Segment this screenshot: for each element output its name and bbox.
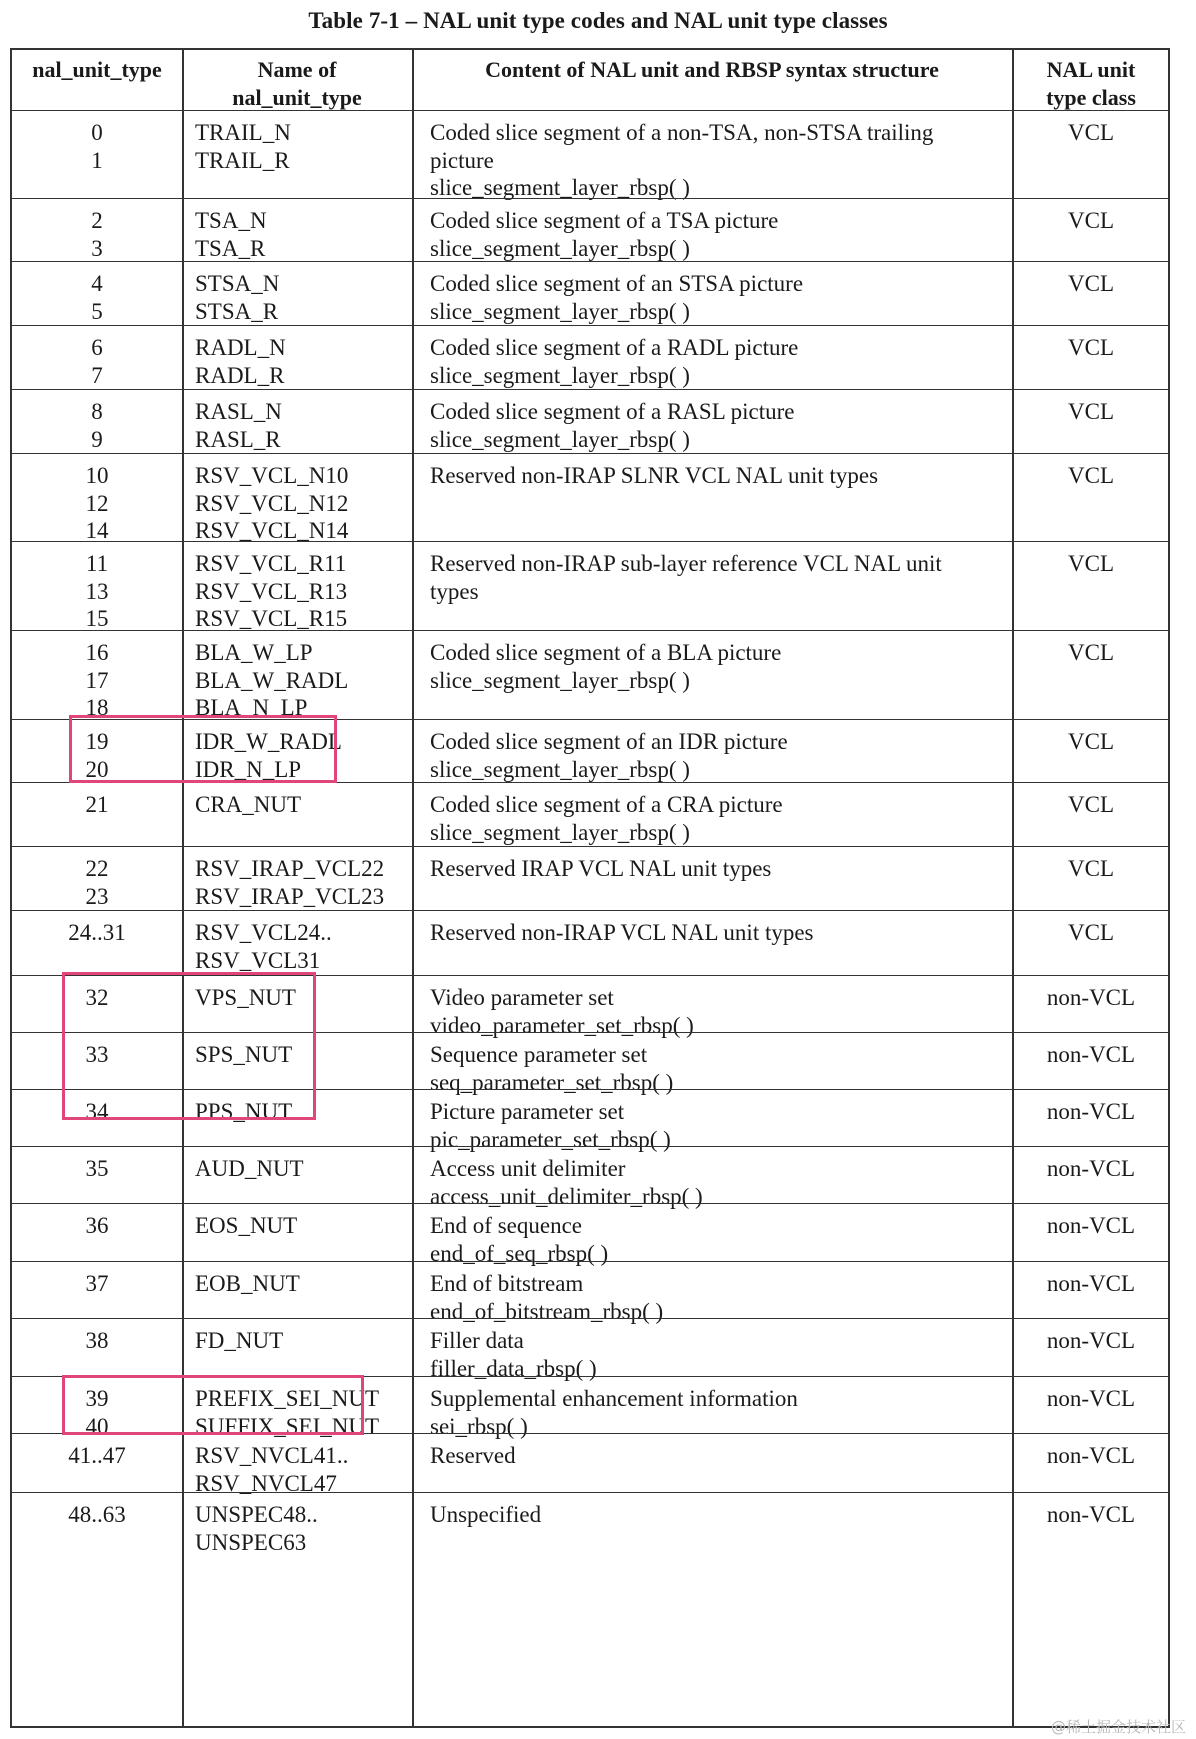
cell-class: VCL — [1068, 335, 1114, 360]
cell-class: VCL — [1068, 551, 1114, 576]
cell-content: Reserved non-IRAP VCL NAL unit types — [430, 920, 814, 945]
cell-code: 35 — [85, 1156, 109, 1181]
cell-code: 11 13 15 — [85, 551, 109, 631]
table-row — [12, 1261, 1168, 1324]
nal-unit-type-table — [10, 48, 1170, 1728]
cell-content: Filler data filler_data_rbsp( ) — [430, 1328, 597, 1381]
cell-content: Coded slice segment of an STSA picture slice_segment_layer_rbsp( ) — [430, 271, 804, 324]
cell-class: non-VCL — [1046, 1271, 1136, 1296]
cell-content: Reserved non-IRAP sub-layer reference VCL NAL unit types — [430, 551, 942, 604]
table-row — [12, 910, 1168, 976]
table-row — [12, 1433, 1168, 1496]
cell-content: Video parameter set video_parameter_set_rbsp( ) — [430, 985, 694, 1038]
cell-content: Supplemental enhancement information sei_rbsp( ) — [430, 1386, 798, 1439]
cell-content: Unspecified — [430, 1502, 542, 1527]
cell-content: Reserved — [430, 1443, 516, 1468]
table-row — [12, 1492, 1168, 1731]
cell-name: VPS_NUT — [195, 985, 296, 1010]
table-row — [12, 110, 1168, 199]
cell-code: 0 1 — [91, 120, 103, 173]
cell-name: RSV_VCL_N10 RSV_VCL_N12 RSV_VCL_N14 — [195, 463, 349, 543]
header-name: Name of nal_unit_type — [232, 57, 362, 110]
cell-class: non-VCL — [1046, 1156, 1136, 1181]
cell-name: TRAIL_N TRAIL_R — [195, 120, 291, 173]
cell-content: Coded slice segment of a RASL picture slice_segment_layer_rbsp( ) — [430, 399, 795, 452]
cell-code: 19 20 — [85, 729, 109, 782]
cell-code: 2 3 — [91, 208, 103, 261]
cell-code: 37 — [85, 1271, 109, 1296]
cell-name: RSV_VCL24.. RSV_VCL31 — [195, 920, 332, 973]
cell-class: VCL — [1068, 208, 1114, 233]
cell-code: 6 7 — [91, 335, 103, 388]
cell-class: VCL — [1068, 271, 1114, 296]
cell-name: EOS_NUT — [195, 1213, 298, 1238]
cell-code: 48..63 — [68, 1502, 126, 1527]
cell-code: 39 40 — [85, 1386, 109, 1439]
table-row — [12, 389, 1168, 454]
cell-name: PREFIX_SEI_NUT SUFFIX_SEI_NUT — [195, 1386, 380, 1439]
cell-code: 33 — [85, 1042, 109, 1067]
cell-name: RASL_N RASL_R — [195, 399, 282, 452]
watermark: @稀土掘金技术社区 — [1050, 1718, 1186, 1736]
table-row — [12, 975, 1168, 1038]
table-header-row — [12, 50, 1168, 110]
cell-class: non-VCL — [1046, 1213, 1136, 1238]
cell-code: 8 9 — [91, 399, 103, 452]
cell-class: VCL — [1068, 463, 1114, 488]
cell-content: Coded slice segment of a RADL picture slice_segment_layer_rbsp( ) — [430, 335, 799, 388]
cell-name: FD_NUT — [195, 1328, 284, 1353]
cell-class: VCL — [1068, 792, 1114, 817]
table-row — [12, 541, 1168, 631]
cell-class: non-VCL — [1046, 1099, 1136, 1124]
table-row — [12, 1318, 1168, 1381]
cell-content: Coded slice segment of an IDR picture slice_segment_layer_rbsp( ) — [430, 729, 788, 782]
table-row — [12, 1376, 1168, 1439]
cell-class: non-VCL — [1046, 1042, 1136, 1067]
cell-name: RSV_IRAP_VCL22 RSV_IRAP_VCL23 — [195, 856, 385, 909]
cell-code: 24..31 — [68, 920, 126, 945]
cell-code: 36 — [85, 1213, 109, 1238]
table-row — [12, 846, 1168, 911]
table-row — [12, 782, 1168, 847]
cell-class: VCL — [1068, 856, 1114, 881]
table-row — [12, 1146, 1168, 1209]
cell-name: CRA_NUT — [195, 792, 302, 817]
cell-code: 32 — [85, 985, 109, 1010]
table-title: Table 7-1 – NAL unit type codes and NAL unit type classes — [308, 8, 888, 33]
cell-class: non-VCL — [1046, 1386, 1136, 1411]
table-row — [12, 453, 1168, 542]
cell-code: 21 — [85, 792, 109, 817]
header-content: Content of NAL unit and RBSP syntax structure — [485, 57, 939, 82]
cell-name: UNSPEC48.. UNSPEC63 — [195, 1502, 318, 1555]
cell-name: TSA_N TSA_R — [195, 208, 267, 261]
cell-content: Coded slice segment of a TSA picture slice_segment_layer_rbsp( ) — [430, 208, 779, 261]
table-row — [12, 1089, 1168, 1152]
cell-content: Reserved IRAP VCL NAL unit types — [430, 856, 772, 881]
cell-name: EOB_NUT — [195, 1271, 300, 1296]
cell-name: SPS_NUT — [195, 1042, 293, 1067]
header-class: NAL unit type class — [1046, 57, 1136, 110]
cell-content: Access unit delimiter access_unit_delimiter_rbsp( ) — [430, 1156, 703, 1209]
cell-code: 16 17 18 — [85, 640, 109, 720]
cell-code: 22 23 — [85, 856, 109, 909]
table-row — [12, 325, 1168, 390]
cell-content: Coded slice segment of a BLA picture slice_segment_layer_rbsp( ) — [430, 640, 782, 693]
cell-content: End of sequence end_of_seq_rbsp( ) — [430, 1213, 609, 1266]
cell-name: RADL_N RADL_R — [195, 335, 286, 388]
cell-code: 4 5 — [91, 271, 103, 324]
table-row — [12, 719, 1168, 783]
cell-content: Coded slice segment of a CRA picture slice_segment_layer_rbsp( ) — [430, 792, 783, 845]
cell-code: 38 — [85, 1328, 109, 1353]
cell-name: BLA_W_LP BLA_W_RADL BLA_N_LP — [195, 640, 349, 720]
cell-content: Reserved non-IRAP SLNR VCL NAL unit types — [430, 463, 879, 488]
cell-name: RSV_NVCL41.. RSV_NVCL47 — [195, 1443, 349, 1496]
header-code: nal_unit_type — [32, 57, 162, 82]
cell-name: STSA_N STSA_R — [195, 271, 280, 324]
cell-content: Picture parameter set pic_parameter_set_rbsp( ) — [430, 1099, 671, 1152]
cell-code: 34 — [85, 1099, 109, 1124]
table-row — [12, 1203, 1168, 1266]
cell-class: VCL — [1068, 399, 1114, 424]
cell-class: VCL — [1068, 729, 1114, 754]
cell-content: Sequence parameter set seq_parameter_set_rbsp( ) — [430, 1042, 674, 1095]
cell-class: VCL — [1068, 120, 1114, 145]
cell-class: non-VCL — [1046, 1502, 1136, 1527]
cell-class: non-VCL — [1046, 1328, 1136, 1353]
cell-name: RSV_VCL_R11 RSV_VCL_R13 RSV_VCL_R15 — [195, 551, 348, 631]
cell-class: non-VCL — [1046, 1443, 1136, 1468]
table-row — [12, 261, 1168, 326]
cell-code: 10 12 14 — [85, 463, 109, 543]
table-row — [12, 630, 1168, 720]
cell-name: AUD_NUT — [195, 1156, 304, 1181]
table-row — [12, 1032, 1168, 1095]
cell-content: End of bitstream end_of_bitstream_rbsp( ) — [430, 1271, 664, 1324]
cell-class: non-VCL — [1046, 985, 1136, 1010]
cell-name: IDR_W_RADL IDR_N_LP — [195, 729, 342, 782]
cell-class: VCL — [1068, 640, 1114, 665]
table-row — [12, 198, 1168, 262]
cell-content: Coded slice segment of a non-TSA, non-STSA trailing picture slice_segment_layer_rbsp( ) — [430, 120, 934, 200]
cell-code: 41..47 — [68, 1443, 126, 1468]
cell-class: VCL — [1068, 920, 1114, 945]
cell-name: PPS_NUT — [195, 1099, 293, 1124]
